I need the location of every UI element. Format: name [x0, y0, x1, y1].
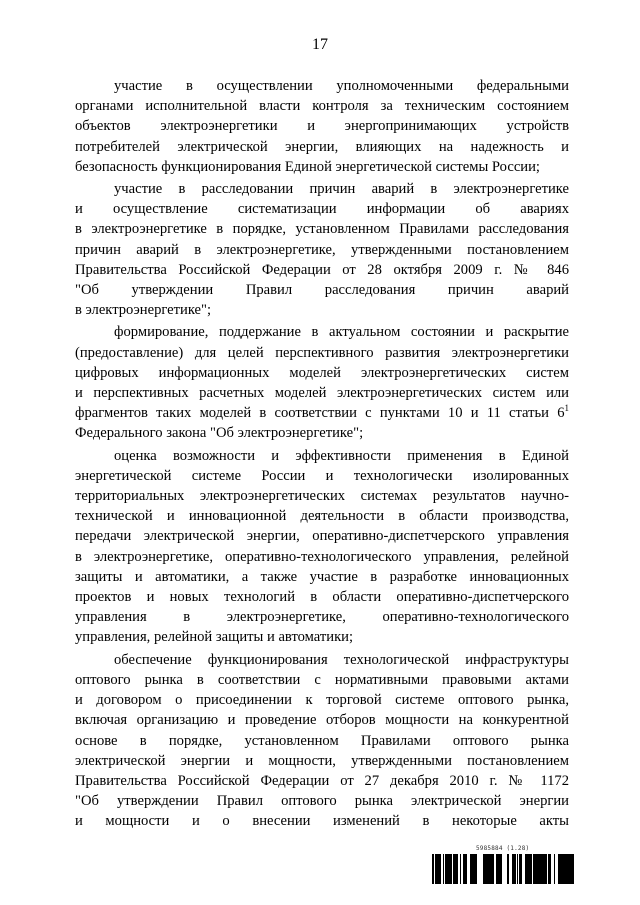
text-line: фрагментов таких моделей в соответствии с пунктами 10 и 11 статьи $6^1$ — [75, 403, 569, 422]
text-line: управления, релейной защиты и автоматики; — [75, 629, 354, 646]
barcode-block — [431, 845, 581, 885]
text-line: оценка возможности и эффективности применения в Единой — [114, 447, 569, 464]
text-line: управления в электроэнергетике, оперативно-технологического — [75, 609, 569, 626]
text-line: "Об утверждении Правил расследования причин аварий — [75, 282, 569, 299]
text-line: защиты и автоматики, а также участие в разработке инновационных — [75, 568, 569, 585]
text-line: оптового рынка в соответствии с нормативными правовыми актами — [75, 671, 569, 688]
text-line: и осуществление систематизации информации об авариях — [75, 201, 569, 218]
text-line: обеспечение функционирования технологической инфраструктуры — [114, 651, 569, 668]
text-line: и перспективных расчетных моделей электроэнергетических систем или — [75, 385, 569, 402]
text-line: формирование, поддержание в актуальном состоянии и раскрытие — [114, 324, 569, 341]
text-line: участие в осуществлении уполномоченными федеральными — [114, 78, 569, 94]
text-line: в электроэнергетике, оперативно-технологического управления, релейной — [75, 548, 569, 565]
text-line: передачи электрической энергии, оперативно-диспетчерского управления — [75, 528, 569, 545]
paragraph — [75, 322, 569, 443]
text-line: Правительства Российской Федерации от 27 декабря 2010 г. № 1172 — [75, 772, 569, 789]
text-line: Правительства Российской Федерации от 28 октября 2009 г. № 846 — [75, 261, 569, 278]
text-line: участие в расследовании причин аварий в электроэнергетике — [114, 181, 569, 198]
text-line: цифровых информационных моделей электроэнергетических систем — [75, 364, 569, 381]
text-line: объектов электроэнергетики и энергопринимающих устройств — [75, 118, 569, 135]
text-line: включая организацию и проведение отборов мощности на конкурентной — [75, 712, 569, 729]
text-line: технической и инновационной деятельности в области производства, — [75, 508, 569, 525]
barcode-icon — [431, 854, 581, 884]
text-line: (предоставление) для целей перспективного развития электроэнергетики — [75, 344, 569, 361]
superscript: 1 — [564, 403, 569, 414]
text-line: безопасность функционирования Единой энергетической системы России; — [75, 158, 540, 175]
page-number: 17 — [312, 36, 328, 53]
text-line: в электроэнергетике"; — [75, 302, 212, 319]
text-line: и мощности и о внесении изменений в некоторые акты — [75, 813, 569, 830]
paragraph — [75, 446, 569, 648]
text-line: причин аварий в электроэнергетике, утвержденными постановлением — [75, 241, 569, 258]
text-line: органами исполнительной власти контроля за техническим состоянием — [75, 98, 569, 115]
text-line: и договором о присоединении к торговой системе оптового рынка, — [75, 692, 569, 709]
paragraph — [75, 76, 569, 177]
document-body — [75, 76, 569, 834]
text-line: энергетической системе России и технологически изолированных — [75, 467, 569, 484]
text-line: "Об утверждении Правил оптового рынка электрической энергии — [75, 793, 569, 810]
text-line: электрической энергии и мощности, утвержденными постановлением — [75, 752, 569, 769]
text-line: проектов и новых технологий в области оперативно-диспетчерского — [75, 589, 569, 606]
text-line: Федерального закона "Об электроэнергетике"; — [75, 425, 364, 442]
barcode-label: 5985884 (1.28) — [476, 845, 530, 852]
text-line: в электроэнергетике в порядке, установленном Правилами расследования — [75, 221, 569, 238]
text-line: основе в порядке, установленном Правилами оптового рынка — [75, 732, 569, 749]
text-line: территориальных электроэнергетических системах результатов научно- — [75, 488, 569, 505]
paragraph — [75, 179, 569, 320]
paragraph — [75, 650, 569, 832]
text-line: потребителей электрической энергии, влияющих на надежность и — [75, 138, 569, 155]
